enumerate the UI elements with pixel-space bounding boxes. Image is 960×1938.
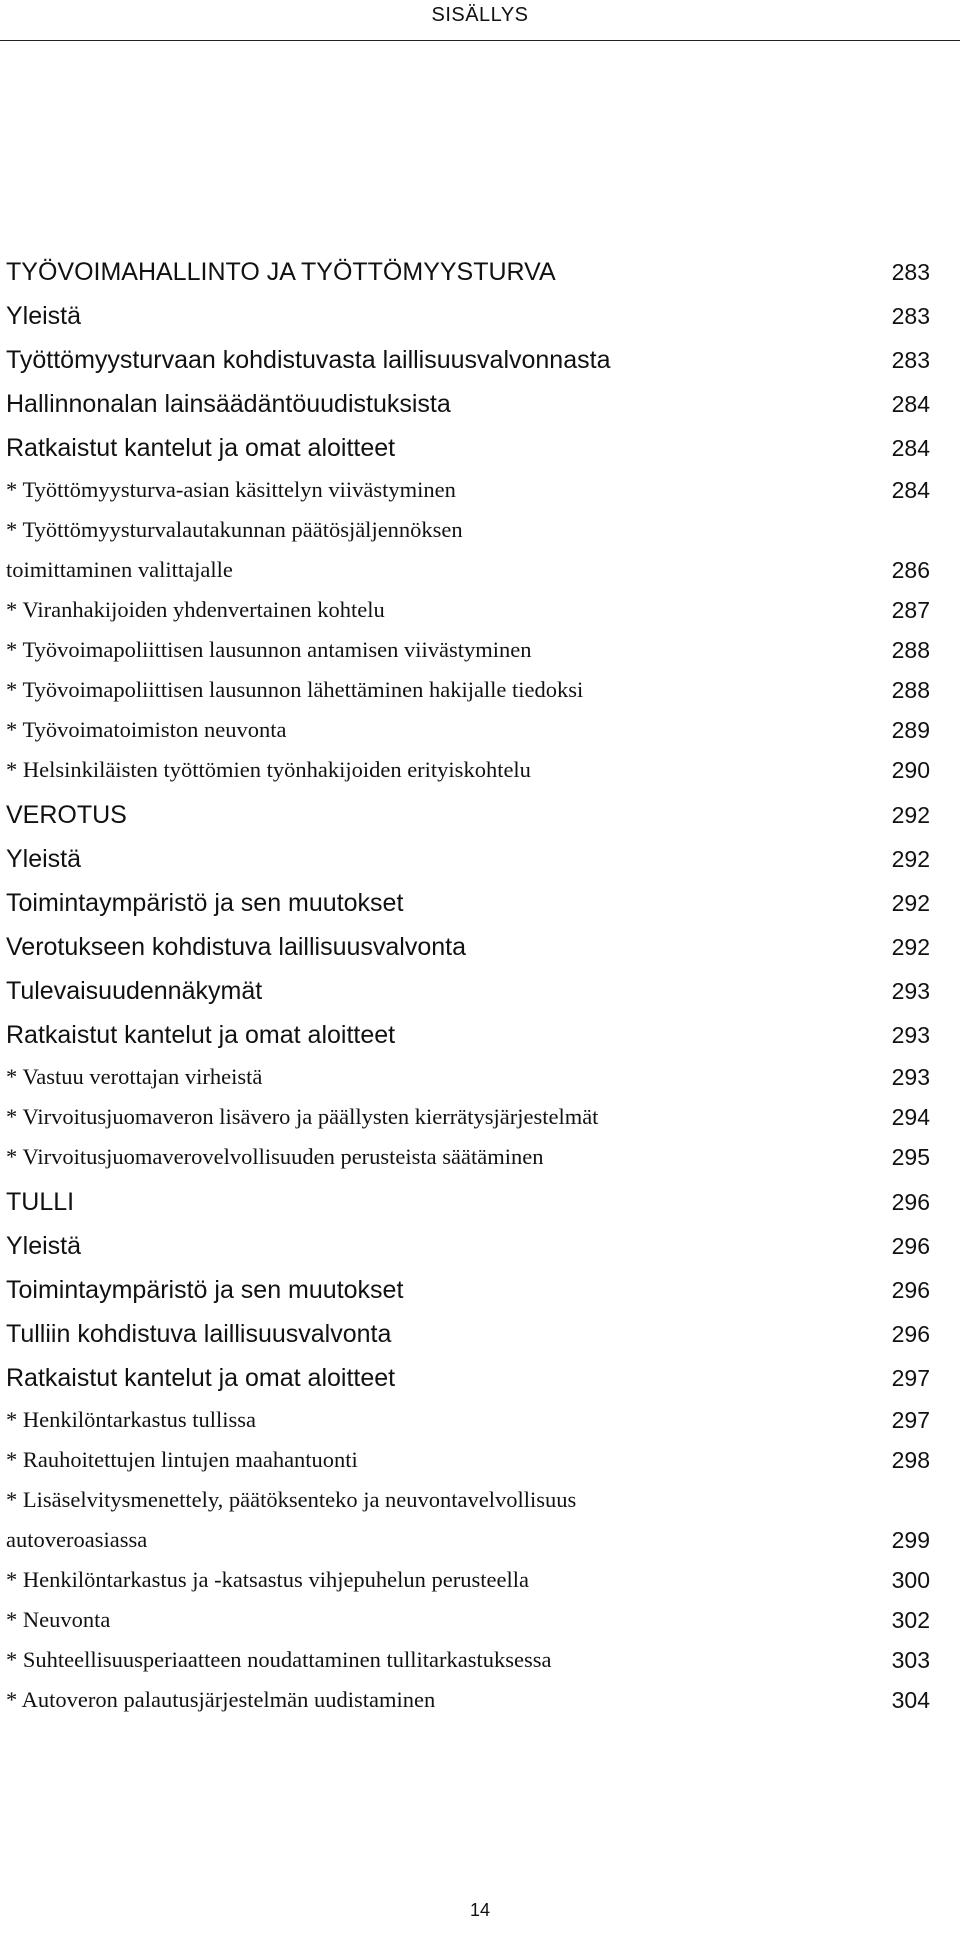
- page-header: [0, 0, 960, 42]
- toc-page-number: 304: [891, 1687, 930, 1713]
- toc-page-number: 283: [891, 303, 930, 329]
- toc-heading-row: [6, 338, 930, 382]
- toc-page-number: 298: [891, 1447, 930, 1473]
- toc-page-number: 283: [891, 347, 930, 373]
- toc-subentry-row: [6, 1137, 930, 1177]
- toc-subentry-row: [6, 1560, 930, 1600]
- toc-entry-title: TULLI: [6, 1188, 75, 1216]
- toc-entry-title: * Vastuu verottajan virheistä: [6, 1064, 263, 1089]
- toc-heading-row: [6, 881, 930, 925]
- toc-page-number: 286: [891, 557, 930, 583]
- toc-page-number: 292: [891, 846, 930, 872]
- toc-heading-row: [6, 1180, 930, 1224]
- page-number: 14: [469, 1900, 491, 1920]
- toc-page-number: 293: [891, 978, 930, 1004]
- toc-entry-title: * Työvoimatoimiston neuvonta: [6, 717, 287, 742]
- toc-entry-title: Työttömyysturvaan kohdistuvasta laillisuusvalvonnasta: [6, 346, 611, 374]
- toc-entry-title: * Virvoitusjuomaveron lisävero ja päällysten kierrätysjärjestelmät: [6, 1104, 599, 1129]
- toc-entry-title: Yleistä: [6, 302, 82, 330]
- toc-entry-title: Tulliin kohdistuva laillisuusvalvonta: [6, 1320, 392, 1348]
- page-title: SISÄLLYS: [431, 4, 529, 26]
- toc-page-number: 287: [891, 597, 930, 623]
- toc-entry-title: Verotukseen kohdistuva laillisuusvalvonta: [6, 933, 466, 961]
- toc-entry-title: Toimintaympäristö ja sen muutokset: [6, 1276, 404, 1304]
- toc-page-number: 283: [891, 259, 930, 285]
- toc-page-number: 292: [891, 890, 930, 916]
- toc-page-number: 288: [891, 637, 930, 663]
- toc-entry-title: * Työvoimapoliittisen lausunnon lähettäminen hakijalle tiedoksi: [6, 677, 584, 702]
- toc-page-number: 302: [891, 1607, 930, 1633]
- toc-page-number: 297: [891, 1365, 930, 1391]
- toc-entry-title: Yleistä: [6, 845, 82, 873]
- toc-entry-title: * Virvoitusjuomaverovelvollisuuden perusteista säätäminen: [6, 1144, 544, 1169]
- toc-page-number: 299: [891, 1527, 930, 1553]
- toc-entry-title: VEROTUS: [6, 801, 127, 829]
- toc-subentry-row: [6, 1640, 930, 1680]
- toc-entry-title: * Neuvonta: [6, 1607, 111, 1632]
- toc-entry-title: * Suhteellisuusperiaatteen noudattaminen tullitarkastuksessa: [6, 1647, 552, 1672]
- header-divider: [0, 40, 960, 41]
- toc-page-number: 303: [891, 1647, 930, 1673]
- toc-entry-title: * Henkilöntarkastus ja -katsastus vihjepuhelun perusteella: [6, 1567, 529, 1592]
- toc-page-number: 296: [891, 1189, 930, 1215]
- toc-entry-title: * Työvoimapoliittisen lausunnon antamisen viivästyminen: [6, 637, 532, 662]
- toc-entry-title: Tulevaisuudennäkymät: [6, 977, 263, 1005]
- toc-entry-title: * Autoveron palautusjärjestelmän uudistaminen: [6, 1687, 436, 1712]
- toc-page-number: 292: [891, 934, 930, 960]
- toc-subentry-row: [6, 750, 930, 790]
- toc-section: [6, 250, 930, 790]
- toc-entry-title: * Helsinkiläisten työttömien työnhakijoiden erityiskohtelu: [6, 757, 531, 782]
- toc-page-number: 288: [891, 677, 930, 703]
- toc-heading-row: [6, 382, 930, 426]
- toc-heading-row: [6, 925, 930, 969]
- toc-subentry-row: [6, 590, 930, 630]
- toc-entry-title: Ratkaistut kantelut ja omat aloitteet: [6, 1021, 396, 1049]
- toc-entry-title: * Työttömyysturvalautakunnan päätösjäljennöksen toimittaminen valittajalle: [6, 517, 463, 582]
- toc-subentry-row: [6, 470, 930, 510]
- table-of-contents: [6, 250, 930, 1720]
- toc-entry-title: * Työttömyysturva-asian käsittelyn viivästyminen: [6, 477, 456, 502]
- toc-page-number: 290: [891, 757, 930, 783]
- toc-subentry-row: [6, 1400, 930, 1440]
- toc-subentry-row: [6, 1680, 930, 1720]
- toc-page-number: 292: [891, 802, 930, 828]
- toc-page-number: 284: [891, 435, 930, 461]
- toc-subentry-row: [6, 1600, 930, 1640]
- toc-page-number: 296: [891, 1233, 930, 1259]
- toc-entry-title: Yleistä: [6, 1232, 82, 1260]
- toc-heading-row: [6, 969, 930, 1013]
- toc-page-number: 296: [891, 1321, 930, 1347]
- toc-page-number: 293: [891, 1022, 930, 1048]
- toc-page-number: 296: [891, 1277, 930, 1303]
- toc-heading-row: [6, 1013, 930, 1057]
- toc-page-number: 295: [891, 1144, 930, 1170]
- toc-page-number: 294: [891, 1104, 930, 1130]
- toc-section: [6, 793, 930, 1177]
- toc-heading-row: [6, 294, 930, 338]
- toc-heading-row: [6, 250, 930, 294]
- toc-entry-title: Ratkaistut kantelut ja omat aloitteet: [6, 434, 396, 462]
- toc-page-number: 297: [891, 1407, 930, 1433]
- toc-heading-row: [6, 1224, 930, 1268]
- toc-entry-title: Ratkaistut kantelut ja omat aloitteet: [6, 1364, 396, 1392]
- toc-subentry-row: [6, 630, 930, 670]
- toc-subentry-row: [6, 1057, 930, 1097]
- toc-subentry-row: [6, 670, 930, 710]
- toc-entry-title: * Viranhakijoiden yhdenvertainen kohtelu: [6, 597, 385, 622]
- toc-page-number: 293: [891, 1064, 930, 1090]
- toc-page-number: 284: [891, 391, 930, 417]
- toc-subentry-row: [6, 1097, 930, 1137]
- toc-subentry-row: [6, 510, 930, 590]
- toc-section: [6, 1180, 930, 1720]
- toc-subentry-row: [6, 710, 930, 750]
- toc-entry-title: * Lisäselvitysmenettely, päätöksenteko ja neuvontavelvollisuus autoveroasiassa: [6, 1487, 577, 1552]
- toc-entry-title: * Rauhoitettujen lintujen maahantuonti: [6, 1447, 358, 1472]
- toc-heading-row: [6, 1312, 930, 1356]
- toc-heading-row: [6, 837, 930, 881]
- toc-subentry-row: [6, 1480, 930, 1560]
- toc-page-number: 300: [891, 1567, 930, 1593]
- toc-entry-title: TYÖVOIMAHALLINTO JA TYÖTTÖMYYSTURVA: [6, 258, 556, 286]
- toc-heading-row: [6, 793, 930, 837]
- toc-entry-title: * Henkilöntarkastus tullissa: [6, 1407, 256, 1432]
- toc-entry-title: Toimintaympäristö ja sen muutokset: [6, 889, 404, 917]
- toc-heading-row: [6, 1356, 930, 1400]
- toc-heading-row: [6, 426, 930, 470]
- toc-page-number: 289: [891, 717, 930, 743]
- toc-page-number: 284: [891, 477, 930, 503]
- toc-heading-row: [6, 1268, 930, 1312]
- toc-entry-title: Hallinnonalan lainsäädäntöuudistuksista: [6, 390, 451, 418]
- toc-subentry-row: [6, 1440, 930, 1480]
